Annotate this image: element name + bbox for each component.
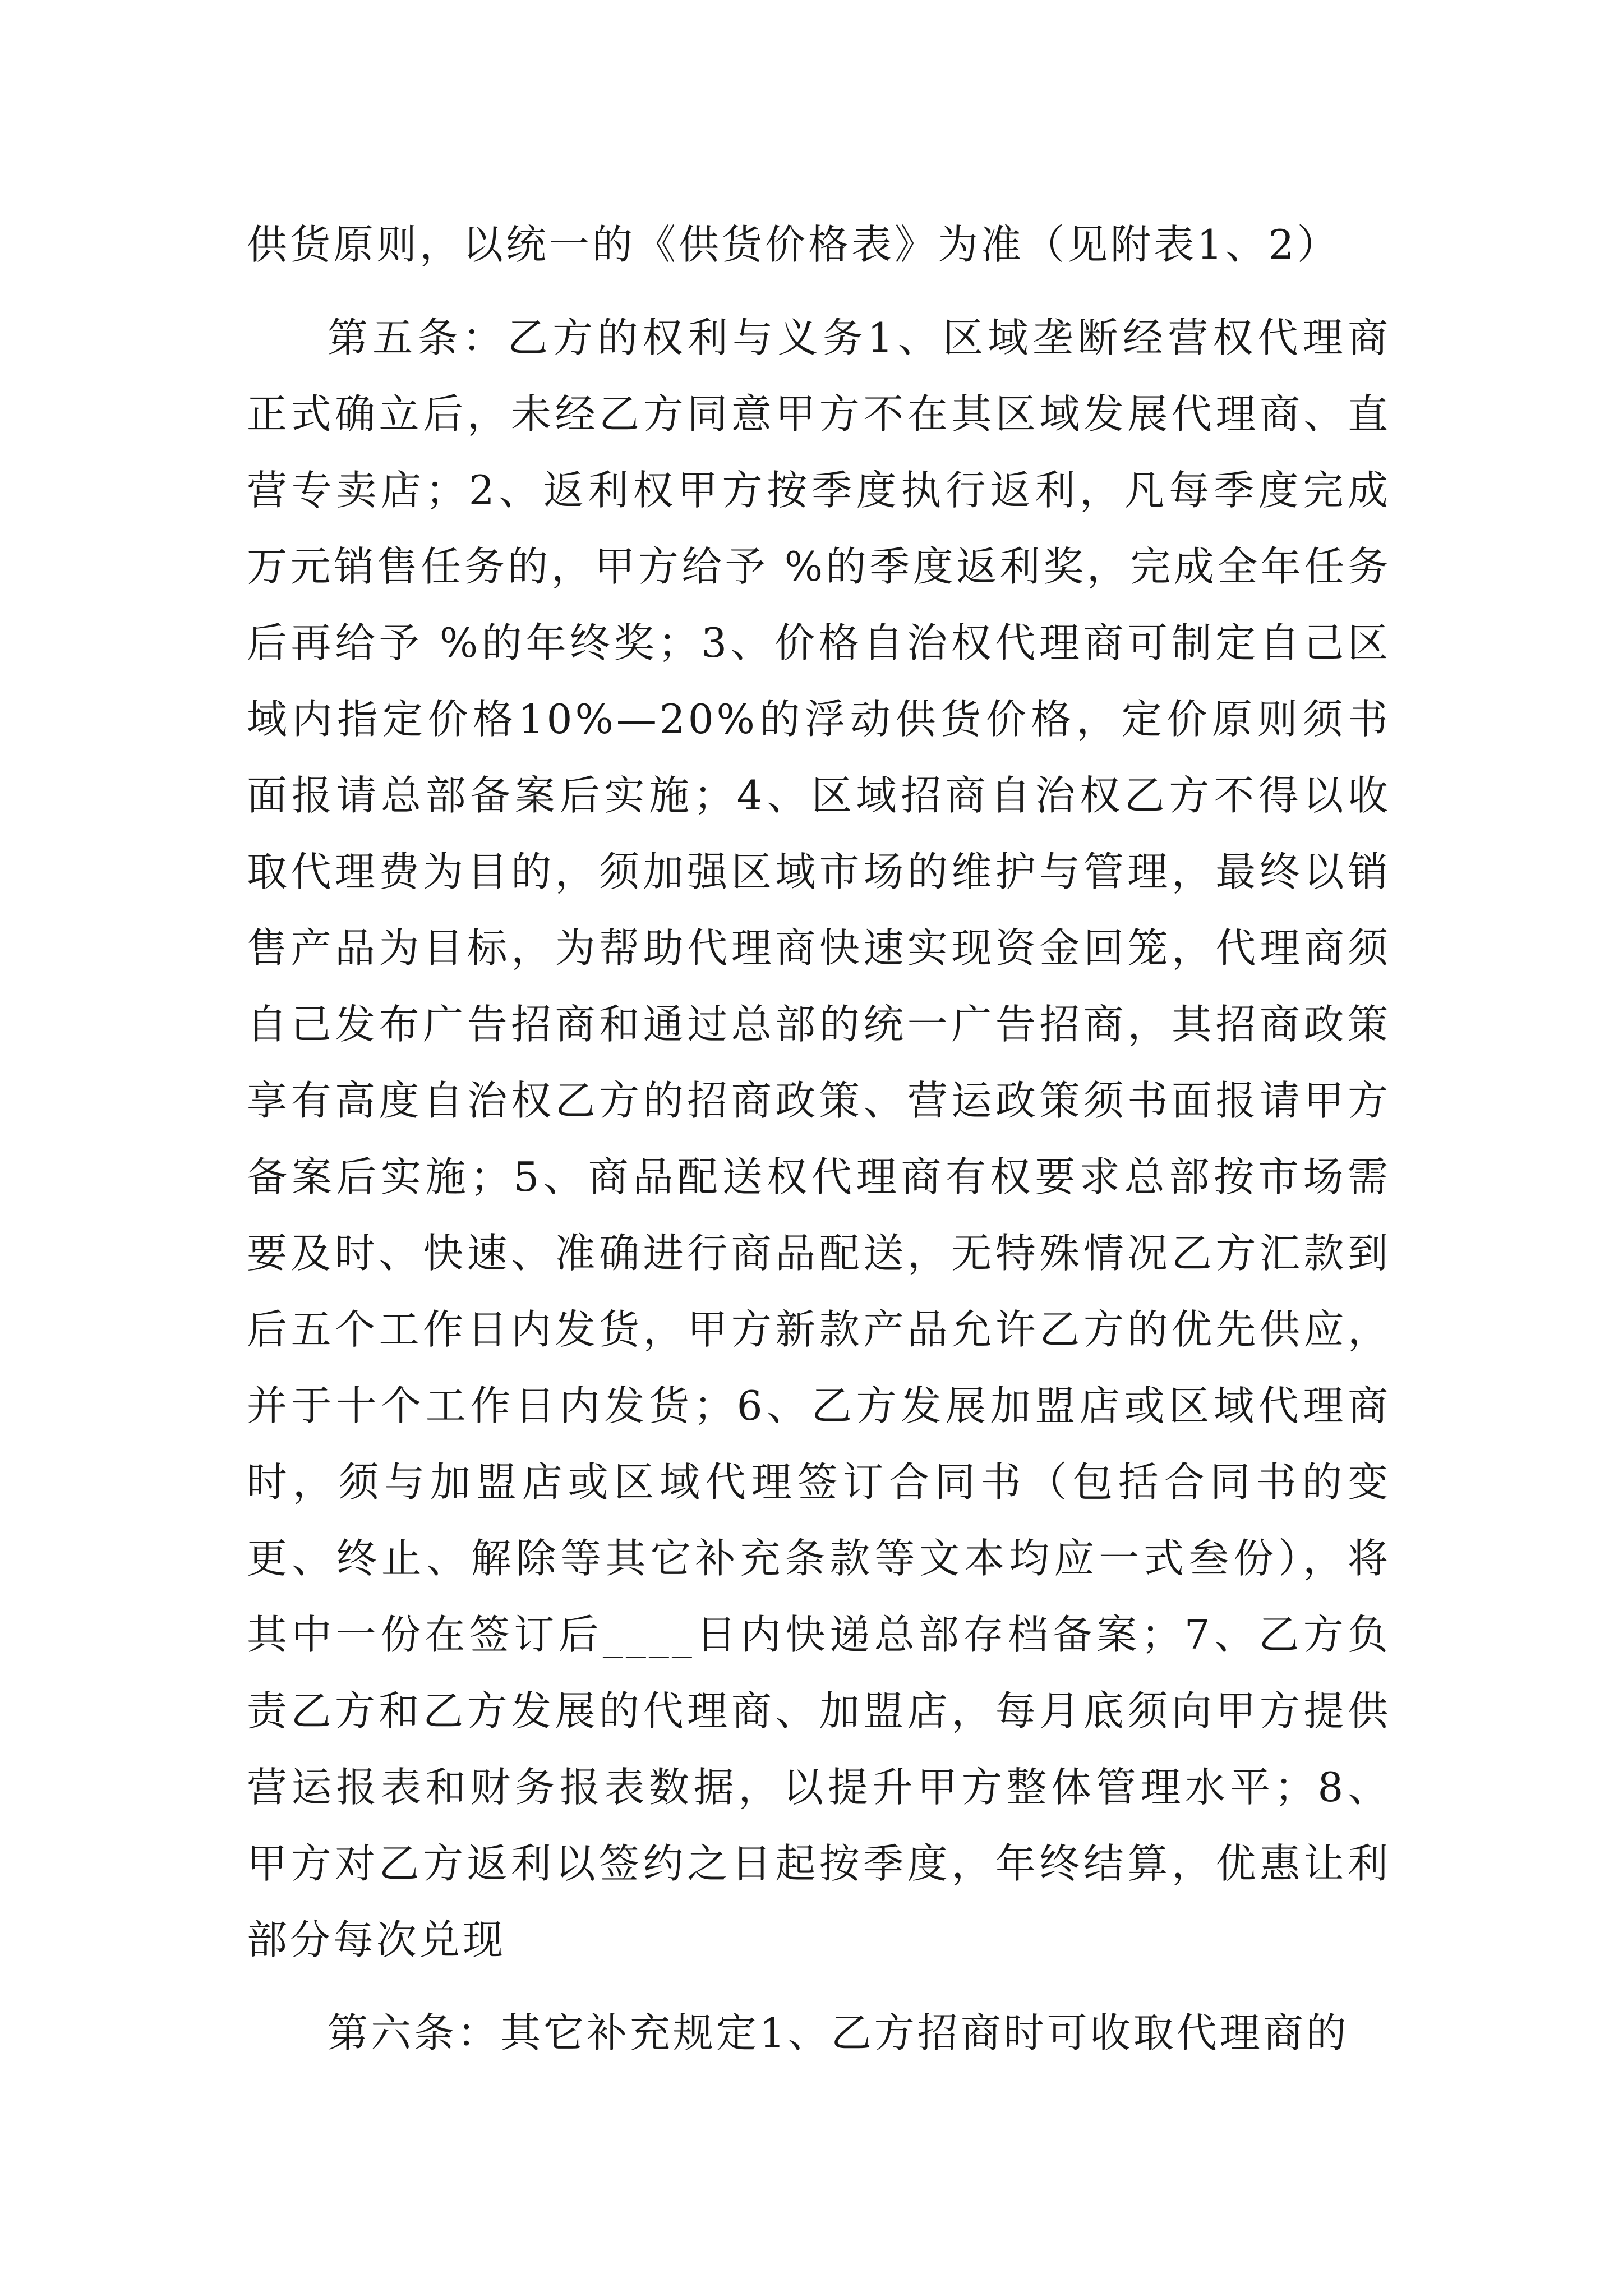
paragraph-article-6: 第六条：其它补充规定1、乙方招商时可收取代理商的	[328, 2009, 1349, 2056]
document-body	[247, 206, 1391, 2071]
paragraph-supply-principle: 供货原则，以统一的《供货价格表》为准（见附表1、2）	[247, 221, 1340, 268]
paragraph-article-5: 第五条：乙方的权利与义务1、区域垄断经营权代理商正式确立后，未经乙方同意甲方不在其区域发展代理商、直营专卖店；2、返利权甲方按季度执行返利，凡每季度完成万元销售任务的，甲方给予 %的季度返利奖，完成全年任务后再给予 %的年终奖；3、价格自治权代理商可制定自己区域内指定价格10%—20%的浮动供货价格，定价原则须书面报请总部备案后实施；4、区域招商自治权乙方不得以收取代理费为目的，须加强区域市场的维护与管理，最终以销售产品为目标，为帮助代理商快速实现资金回笼，代理商须自己发布广告招商和通过总部的统一广告招商，其招商政策享有高度自治权乙方的招商政策、营运政策须书面报请甲方备案后实施；5、商品配送权代理商有权要求总部按市场需要及时、快速、准确进行商品配送，无特殊情况乙方汇款到后五个工作日内发货，甲方新款产品允许乙方的优先供应，并于十个工作日内发货；6、乙方发展加盟店或区域代理商时，须与加盟店或区域代理签订合同书（包括合同书的变更、终止、解除等其它补充条款等文本均应一式叁份），将其中一份在签订后____日内快递总部存档备案；7、乙方负责乙方和乙方发展的代理商、加盟店，每月底须向甲方提供营运报表和财务报表数据，以提升甲方整体管理水平；8、甲方对乙方返利以签约之日起按季度，年终结算，优惠让利部分每次兑现	[247, 314, 1391, 1963]
